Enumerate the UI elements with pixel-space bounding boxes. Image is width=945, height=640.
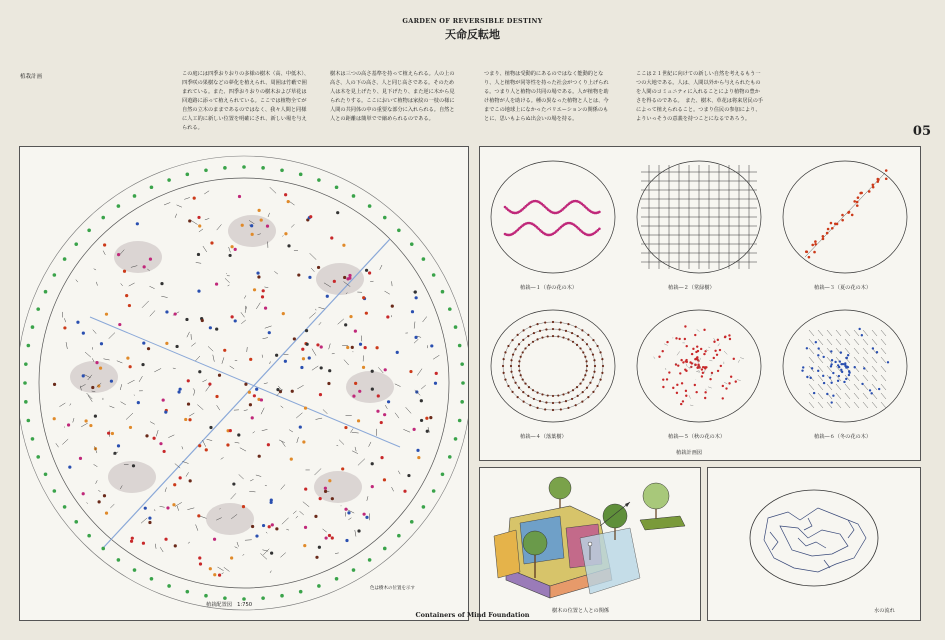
trees-people-panel xyxy=(479,467,701,621)
water-flow-panel xyxy=(707,467,921,621)
diagram-label-5: 植栽―５（秋の花の木） xyxy=(668,434,726,440)
legend-note: 色は樹木の位置を示す xyxy=(370,586,415,591)
section-label: 植栽計画 xyxy=(20,74,43,80)
trees-people-caption: 樹木の位置と人との関係 xyxy=(552,608,610,614)
diagrams-caption: 植栽計画図 xyxy=(676,450,702,456)
body-text-1: この庭には四季おりおりの多様の樹木（高、中低木）、四季咲の果樹などの夢化を植えられ、周囲は竹藪で囲まれている。また、四季おりおりの樹木および草花は回遊路に添って植えられている。ここでは植物全てが自然の立木のままであるのではなく、我々人間と同様に人工的に新しい位置を明確にされ、新しい場を与えられる。 xyxy=(182,71,310,131)
water-flow-drawing xyxy=(708,468,920,620)
main-plan-panel xyxy=(19,146,469,621)
diagrams-panel xyxy=(479,146,921,461)
main-plan-drawing xyxy=(20,147,468,620)
body-text-3: つまり、植物は受動的にあるのではなく能動的となり、人と植物が同等性を持った社会がつくり上げられる。つまり人と植物の共同の場である。人が植物を助け植物が人を助ける。種の異なった植物と人とは、今までこの地球上になかったバリエーションの関係のもとに、思いもよらぬ出会いの場を持る。 xyxy=(484,71,609,122)
diagram-label-2: 植栽―２（常緑樹） xyxy=(668,285,715,291)
diagram-label-6: 植栽―６（冬の花の木） xyxy=(814,434,872,440)
trees-people-drawing xyxy=(480,468,700,620)
title-japanese: 天命反転地 xyxy=(445,28,500,41)
body-text-4: ここは２１世紀に向けての新しい自然を考えるもう一つの大地である。人は、人間以外から与えられたものを人間のコミュニティに入れることにより植物の豊かさを得るのである。 また、樹木、草花は将来居民の手によって植えられること。つまり住民の参加により、よりいっそうの意義を持つことになるであろう。 xyxy=(636,71,764,122)
diagrams-drawing xyxy=(480,147,920,460)
page-number: 05 xyxy=(912,124,931,139)
diagram-label-4: 植栽―４（落葉樹） xyxy=(520,434,567,440)
title-english: GARDEN OF REVERSIBLE DESTINY xyxy=(402,17,543,25)
water-flow-caption: 水の流れ xyxy=(874,608,895,614)
main-plan-caption: 植栽配置図 1:750 xyxy=(206,602,253,608)
diagram-label-1: 植栽―１（春の花の木） xyxy=(520,285,578,291)
footer: Containers of Mind Foundation xyxy=(415,611,530,619)
diagram-label-3: 植栽―３（夏の花の木） xyxy=(814,285,872,291)
body-text-2: 樹木は三つの高さ基準を持って植えられる。人の上の高さ、人の下の高さ、人と同じ高さである。そのため人は木を見上げたり、見下げたり、また逆に木から見られたりする。ここにおいて植物は家紋の一枝の様に人間の共同体の中の重要な部分に入れられる。自然と人との距離は簡単でで縮められるのである。 xyxy=(330,71,455,122)
